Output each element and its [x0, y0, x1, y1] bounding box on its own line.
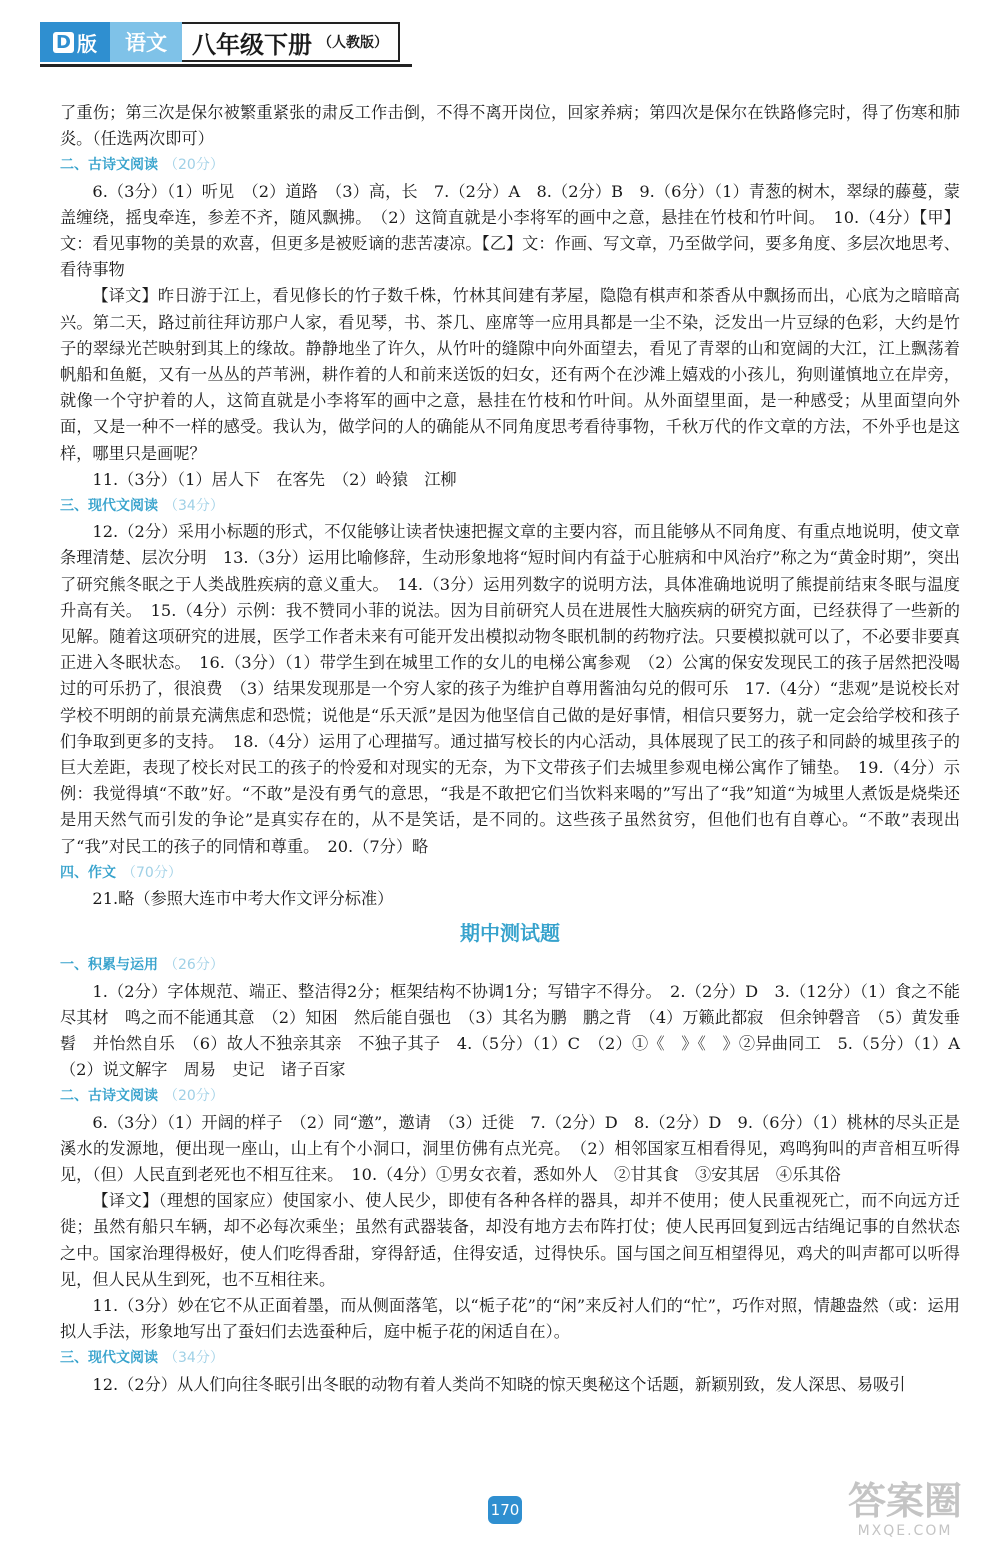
section-heading	[60, 1345, 960, 1371]
edition-label: 版	[76, 31, 97, 56]
answer-paragraph: 【译文】（理想的国家应）使国家小、使人民少，即使有各种各样的器具，却并不使用；使人民重视死亡，而不向远方迁徙；虽然有船只车辆，却不必每次乘坐；虽然有武器装备，却没有地方去布阵打仗；使人民再回复到远古结绳记事的自然状态之中。国家治理得极好，使人们吃得香甜，穿得舒适，住得安适，过得快乐。国与国之间互相望得见，鸡犬的叫声都可以听得见，但人民从生到死，也不互相往来。	[60, 1191, 960, 1289]
section-label: 四、作文	[60, 864, 116, 881]
section-heading	[60, 152, 960, 178]
section-heading	[60, 493, 960, 519]
section-points: （26分）	[164, 957, 224, 974]
answer-paragraph: 【译文】昨日游于江上，看见修长的竹子数千株，竹林其间建有茅屋，隐隐有棋声和茶香从中飘扬而出，心底为之暗暗高兴。第二天，路过前往拜访那户人家，看见琴，书、茶几、座席等一应用具都是一尘不染，泛发出一片豆绿的色彩，大约是竹子的翠绿光芒映射到其上的缘故。静静地坐了许久，从竹叶的缝隙中向外面望去，看见了青翠的山和宽阔的大江，江上飘荡着帆船和鱼艇，又有一丛丛的芦苇洲，耕作着的人和前来送饭的妇女，还有两个在沙滩上嬉戏的小孩儿，狗则谨慎地立在岸旁，就像一个守护着的人，这简直就是小李将军的画中之意，悬挂在竹枝和竹叶间。从外面望里面，是一种感受；从里面望向外面，又是一种不一样的感受。我认为，做学问的人的确能从不同角度思考看待事物，千秋万代的作文章的方法，不外乎也是这样，哪里只是画呢？	[60, 286, 960, 463]
section-points: （20分）	[164, 1088, 224, 1105]
watermark	[830, 1479, 980, 1549]
section-label: 一、积累与运用	[60, 957, 158, 974]
section-points: （20分）	[164, 157, 224, 174]
answer-content	[60, 100, 977, 1398]
answer-paragraph: 12.（2分）从人们向往冬眠引出冬眠的动物有着人类尚不知晓的惊天奥秘这个话题，新颖别致，发人深思、易吸引	[92, 1374, 906, 1394]
section-label: 二、古诗文阅读	[60, 1088, 158, 1105]
header-divider	[40, 64, 412, 67]
answer-paragraph: 了重伤；第三次是保尔被繁重紧张的肃反工作击倒，不得不离开岗位，回家养病；第四次是保尔在铁路修完时，得了伤寒和肺炎。（任选两次即可）	[60, 103, 960, 149]
watermark-url: MXQE.COM	[857, 1523, 953, 1539]
answer-paragraph: 1.（2分）字体规范、端正、整洁得2分；框架结构不协调1分；写错字不得分。 2.（2分）D 3.（12分）（1）食之不能尽其材 鸣之而不能通其意 （2）知困 然后能自强也 （3）其名为鹏 鹏之背 （4）万籁此都寂 但余钟磬音 （5）黄发垂髫 并怡然自乐 （6）故人不独亲其亲 不独子其子 4.（5分）（1）C （2）①《 》《 》②异曲同工 5.（5分）（1）A （2）说文解字 周易 史记 诸子百家	[60, 981, 977, 1080]
answer-paragraph: 6.（3分）（1）听见 （2）道路 （3）高，长 7.（2分）A 8.（2分）B 9.（6分）（1）青葱的树木，翠绿的藤蔓，蒙盖缠绕，摇曳牵连，参差不齐，随风飘拂。 （2）这简直就是小李将军的画中之意，悬挂在竹枝和竹叶间。 10.（4分）【甲】文：看见事物的美景的欢喜，但更多是被贬谪的悲苦凄凉。【乙】文：作画、写文章，乃至做学问，要多角度、多层次地思考、看待事物	[60, 181, 960, 280]
grade-title: 八年级下册	[192, 29, 312, 59]
section-label: 二、古诗文阅读	[60, 157, 158, 174]
book-title	[182, 22, 400, 62]
section-label: 三、现代文阅读	[60, 498, 158, 515]
answer-paragraph: 12.（2分）采用小标题的形式，不仅能够让读者快速把握文章的主要内容，而且能够从不同角度、有重点地说明，使文章条理清楚、层次分明 13.（3分）运用比喻修辞，生动形象地将“短时间内有益于心脏病和中风治疗”称之为“黄金时期”，突出了研究熊冬眠之于人类战胜疾病的意义重大。 14.（3分）运用列数字的说明方法，具体准确地说明了熊提前结束冬眠与温度升高有关。 15.（4分）示例：我不赞同小菲的说法。因为目前研究人员在进展性大脑疾病的研究方面，已经获得了一些新的见解。随着这项研究的进展，医学工作者未来有可能开发出模拟动物冬眠机制的药物疗法。只要模拟就可以了，不必要非要真正进入冬眠状态。 16.（3分）（1）带学生到在城里工作的女儿的电梯公寓参观 （2）公寓的保安发现民工的孩子居然把没喝过的可乐扔了，很浪费 （3）结果发现那是一个穷人家的孩子为维护自尊用酱油勾兑的假可乐 17.（4分）“悲观”是说校长对学校不明朗的前景充满焦虑和恐慌；说他是“乐天派”是因为他坚信自己做的是好事情，相信只要努力，就一定会给学校和孩子们争取到更多的支持。 18.（4分）运用了心理描写。通过描写校长的内心活动，具体展现了民工的孩子和同龄的城里孩子的巨大差距，表现了校长对民工的孩子的怜爱和对现实的无奈，为下文带孩子们去城里参观电梯公寓作了铺垫。 19.（4分）示例：我觉得填“不敢”好。“不敢”是没有勇气的意思，“我是不敢把它们当饮料来喝的”写出了“我”知道“为城里人煮饭是烧柴还是用天然气而引发的争论”是真实存在的，从不是笑话，是不同的。这些孩子虽然贫穷，但他们也有自尊心。“不敢”表现出了“我”对民工的孩子的同情和尊重。 20.（7分）略	[60, 522, 960, 856]
answer-paragraph: 11.（3分）妙在它不从正面着墨，而从侧面落笔，以“栀子花”的“闲”来反衬人们的“忙”，巧作对照，情趣盎然（或：运用拟人手法，形象地写出了蚕妇们去选蚕种后，庭中栀子花的闲适自在）。	[60, 1295, 960, 1342]
watermark-logo: 答案圈	[847, 1479, 962, 1523]
publisher-edition: （人教版）	[318, 35, 388, 51]
page-header	[40, 22, 400, 62]
section-heading	[60, 860, 960, 886]
answer-paragraph: 21.略（参照大连市中考大作文评分标准）	[92, 889, 394, 909]
section-heading	[60, 952, 960, 978]
section-heading	[60, 1083, 960, 1109]
section-points: （34分）	[164, 498, 224, 515]
edition-badge	[40, 22, 110, 62]
section-points: （70分）	[122, 864, 182, 881]
answer-paragraph: 6.（3分）（1）开阔的样子 （2）同“邀”，邀请 （3）迁徙 7.（2分）D 8.（2分）D 9.（6分）（1）桃林的尽头正是溪水的发源地，便出现一座山，山上有个小洞口，洞里仿佛有点光亮。 （2）相邻国家互相看得见，鸡鸣狗叫的声音相互听得见，（但）人民直到老死也不相互往来。 10.（4分）①男女衣着，悉如外人 ②甘其食 ③安其居 ④乐其俗	[60, 1112, 960, 1184]
edition-letter: D	[53, 32, 74, 53]
section-points: （34分）	[164, 1350, 224, 1367]
exam-title: 期中测试题	[460, 921, 560, 946]
page-number: 170	[488, 1496, 522, 1524]
subject-label: 语文	[110, 22, 182, 62]
section-label: 三、现代文阅读	[60, 1350, 158, 1367]
answer-paragraph: 11.（3分）（1）居人下 在客先 （2）岭猿 江柳	[92, 469, 457, 489]
